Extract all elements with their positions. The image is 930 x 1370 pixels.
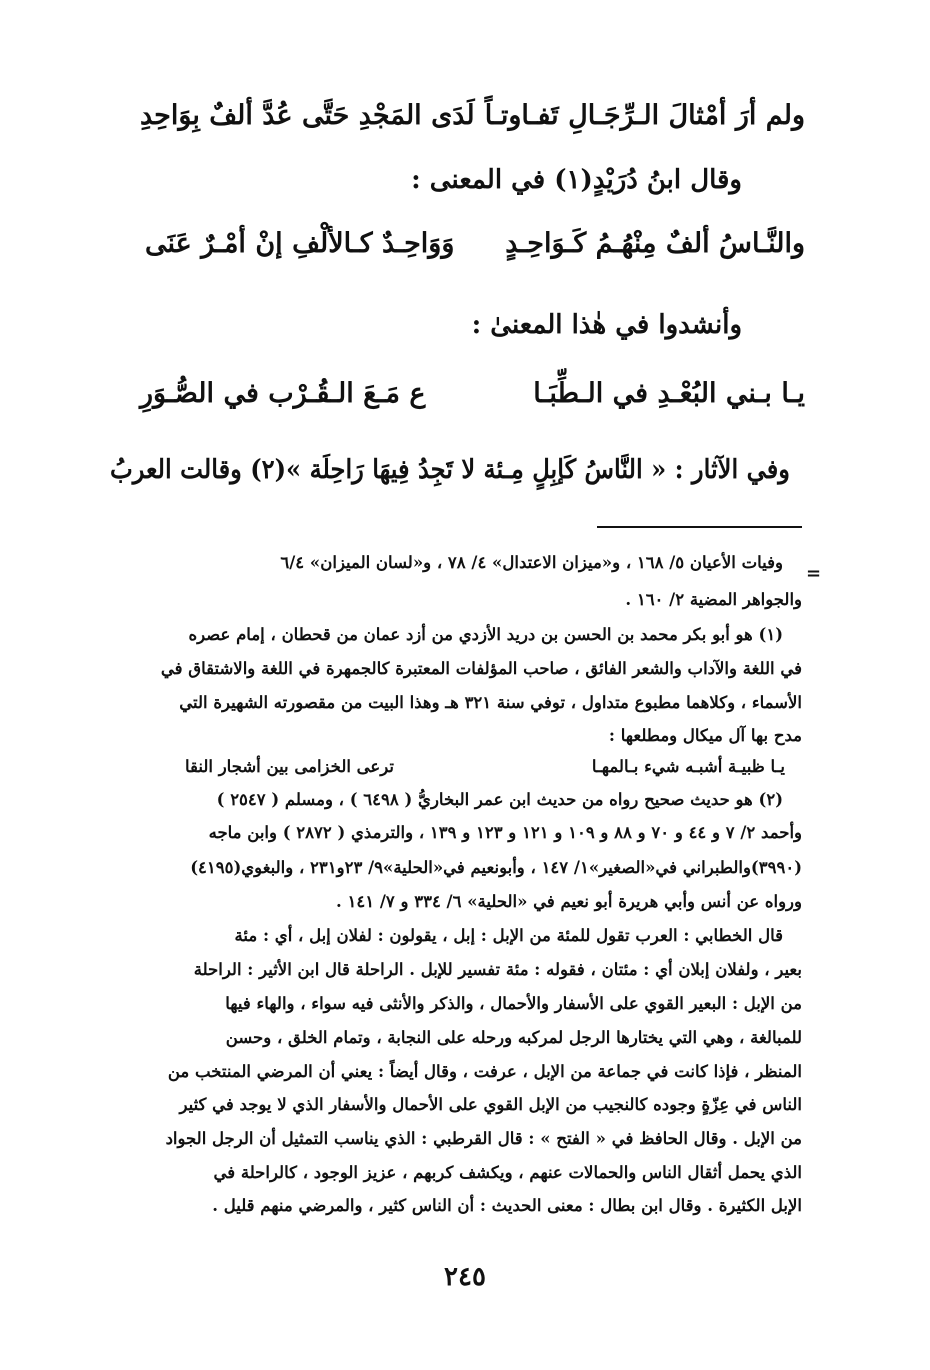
verse-2 — [145, 228, 805, 268]
footnote-cont-line-2: والجواهر المضية ٢/ ١٦٠ . — [625, 590, 802, 609]
prose-line-2: وقال ابنُ دُرَيْدٍ(١) في المعنى : — [411, 165, 742, 195]
footnote-2-line-8: للمبالغة ، وهي التي يختارها الرجل لمركبه ورحله على النجابة ، وتمام الخلق ، وحسن — [225, 1028, 802, 1047]
footnote-2-line-3: (٣٩٩٠)والطبراني في«الصغير»١/ ١٤٧ ، وأبونعيم في«الحلية»٩/ ٢٣و٢٣١ ، والبغوي(٤١٩٥) — [190, 858, 802, 877]
verse-2-left-hemistich: وَوَاحِـدٌ كـالألْفِ إنْ أمْـرٌ عَنَى — [145, 228, 455, 259]
footnote-2-line-5: قال الخطابي : العرب تقول للمئة من الإبل : إبل ، يقولون : لفلان إبل ، أي : مئة — [234, 926, 783, 945]
footnote-1-verse-right: يـا ظبيـة أشبـه شيء بـالمهـا — [591, 757, 785, 776]
verse-3-left-hemistich: ع مَـعَ الـقُـرْب في الصُّـوَرِ — [140, 378, 426, 409]
verse-1-left-hemistich: لَدَى المَجْدِ حَتَّى عُدَّ ألفٌ بِوَاحِدِ — [140, 100, 475, 131]
footnote-2-line-1: (٢) هو حديث صحيح رواه من حديث ابن عمر البخاريُّ ( ٦٤٩٨ ) ، ومسلم ( ٢٥٤٧ ) — [216, 790, 783, 809]
footnote-separator — [597, 526, 802, 528]
footnote-1-verse-left: ترعى الخزامى بين أشجار النقا — [185, 757, 394, 776]
verse-3 — [140, 378, 805, 418]
verse-3-right-hemistich: يـا بـني البُعْـدِ في الـطِّبَـا — [533, 378, 805, 409]
footnote-2-line-12: الذي يحمل أثقال الناس والحمالات عنهم ، ويكشف كربهم ، عزيز الوجود ، كالراحلة في — [213, 1163, 802, 1182]
footnote-cont-line-1: وفيات الأعيان ٥/ ١٦٨ ، و«ميزان الاعتدال» ٤/ ٧٨ ، و«لسان الميزان» ٦/٤ — [280, 553, 783, 572]
footnote-2-line-4: ورواه عن أنس وأبي هريرة أبو نعيم في «الحلية» ٦/ ٣٣٤ و ٧/ ١٤١ . — [336, 892, 802, 911]
footnote-1-line-1: (١) هو أبو بكر محمد بن الحسن بن دريد الأزدي من أزد عمان من قحطان ، إمام عصره — [188, 625, 783, 644]
footnote-1-line-3: الأسماء ، وكلاهما مطبوع متداول ، توفي سنة ٣٢١ هـ وهذا البيت من مقصورته الشهيرة التي — [179, 693, 802, 712]
footnote-2-line-13: الإبل الكثيرة . وقال ابن بطال : معنى الحديث : أن الناس كثير ، والمرضي منهم قليل . — [212, 1196, 802, 1215]
prose-line-6: وفي الآثار : « النَّاسُ كَإبِلٍ مِـئة لا تَجِدُ فِيهَا رَاحِلَة »(٢) وقالت العربُ — [110, 455, 790, 485]
footnote-2-line-10: الناس في عِزّةٍ وجوده كالنجيب من الإبل القوي على الأحمال والأسفار الذي لا يوجد في كثير — [179, 1095, 802, 1114]
verse-1 — [140, 100, 805, 140]
verse-1-right-hemistich: ولم أرَ أمْثالَ الـرِّجَـالِ تَفـاوتـاً — [484, 100, 805, 131]
footnote-1-line-2: في اللغة والآداب والشعر الفائق ، صاحب المؤلفات المعتبرة كالجمهرة في اللغة والاشتقاق في — [160, 659, 802, 678]
footnote-2-line-11: من الإبل . وقال الحافظ في « الفتح » : قال القرطبي : الذي يناسب التمثيل أن الرجل الجواد — [165, 1129, 802, 1148]
footnote-2-line-9: المنظر ، فإذا كانت في جماعة من الإبل ، عرفت ، وقال أيضاً : يعني أن المرضي المنتخب من — [167, 1062, 802, 1081]
footnote-2-line-6: بعير ، ولفلان إبلان أي : مئتان ، فقوله : مئة تفسير للإبل . الراحلة قال ابن الأثير : الراحلة — [193, 960, 802, 979]
prose-line-4: وأنشدوا في هٰذا المعنىٰ : — [471, 310, 742, 340]
continuation-mark: = — [806, 563, 822, 584]
footnote-2-line-7: من الإبل : البعير القوي على الأسفار والأحمال ، والذكر والأنثى فيه سواء ، والهاء فيها — [225, 994, 802, 1013]
footnote-1-verse — [185, 757, 785, 781]
page-number: ٢٤٥ — [444, 1262, 486, 1292]
verse-2-right-hemistich: والنَّـاسُ ألفٌ مِنْهُـمُ كَـوَاحِـدٍ — [505, 228, 805, 259]
footnote-2-line-2: وأحمد ٢/ ٧ و ٤٤ و ٧٠ و ٨٨ و ١٠٩ و ١٢١ و ١٢٣ و ١٣٩ ، والترمذي ( ٢٨٧٢ ) وابن ماجه — [208, 823, 802, 842]
footnote-1-line-4: مدح بها آل ميكال ومطلعها : — [608, 726, 802, 745]
